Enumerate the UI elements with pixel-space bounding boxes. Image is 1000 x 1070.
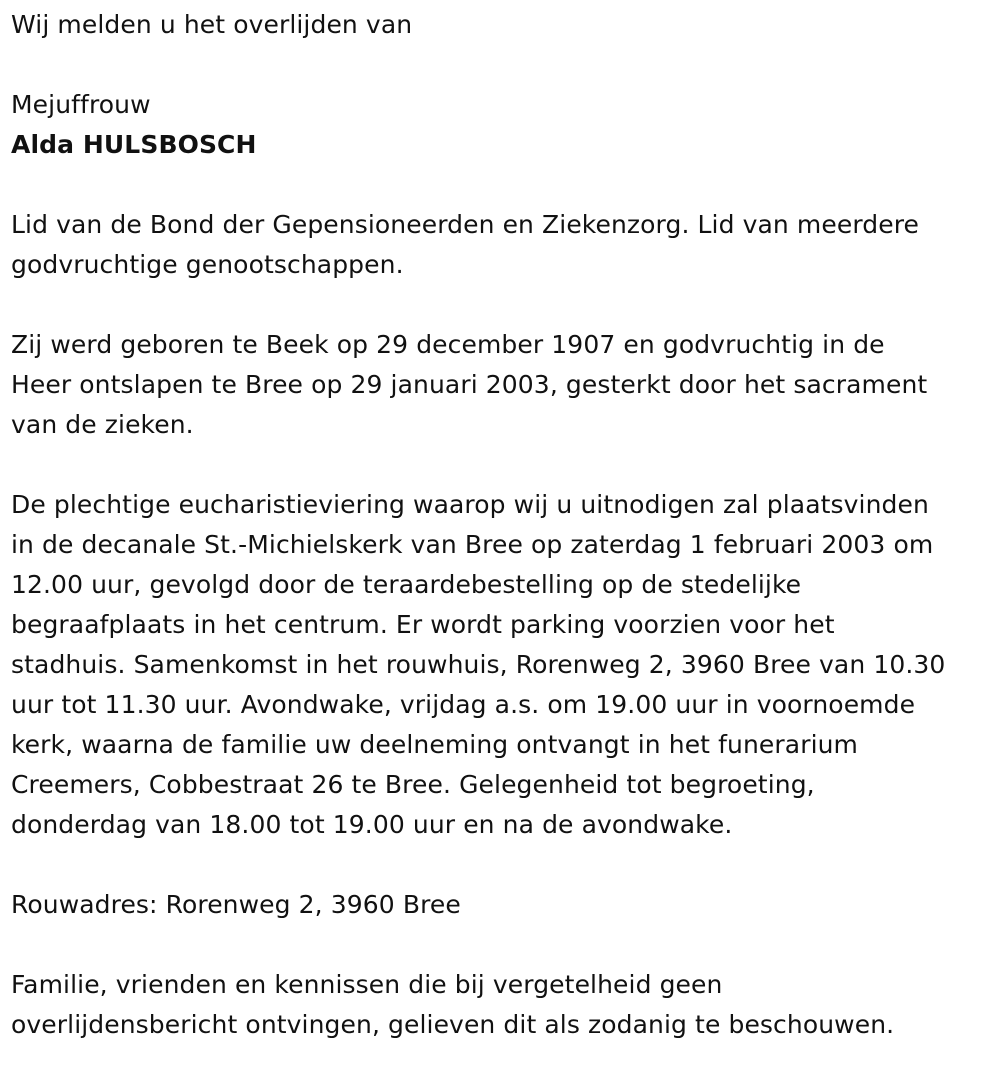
intro-text: Wij melden u het overlijden van (11, 10, 413, 39)
spacer (11, 925, 991, 965)
mourning-address: Rouwadres: Rorenweg 2, 3960 Bree (11, 890, 461, 919)
closing-paragraph (11, 965, 991, 1045)
paragraph-line: Zij werd geboren te Beek op 29 december 1907 en godvruchtig in de (11, 330, 885, 359)
birth-death-paragraph (11, 325, 991, 445)
paragraph-line: begraafplaats in het centrum. Er wordt parking voorzien voor het (11, 610, 835, 639)
membership-paragraph (11, 205, 991, 285)
death-notice-document (11, 5, 991, 1045)
paragraph-line: van de zieken. (11, 410, 194, 439)
paragraph-line: Lid van de Bond der Gepensioneerden en Ziekenzorg. Lid van meerdere (11, 210, 920, 239)
spacer (11, 285, 991, 325)
paragraph-line: overlijdensbericht ontvingen, gelieven dit als zodanig te beschouwen. (11, 1010, 895, 1039)
paragraph-line: in de decanale St.-Michielskerk van Bree op zaterdag 1 februari 2003 om (11, 530, 934, 559)
deceased-name: Alda HULSBOSCH (11, 130, 257, 159)
paragraph-line: 12.00 uur, gevolgd door de teraardebestelling op de stedelijke (11, 570, 802, 599)
paragraph-line: Creemers, Cobbestraat 26 te Bree. Gelegenheid tot begroeting, (11, 770, 815, 799)
spacer (11, 45, 991, 85)
spacer (11, 845, 991, 885)
spacer (11, 445, 991, 485)
paragraph-line: stadhuis. Samenkomst in het rouwhuis, Rorenweg 2, 3960 Bree van 10.30 (11, 650, 946, 679)
paragraph-line: Familie, vrienden en kennissen die bij vergetelheid geen (11, 970, 723, 999)
ceremony-paragraph (11, 485, 991, 845)
honorific-title: Mejuffrouw (11, 90, 151, 119)
paragraph-line: godvruchtige genootschappen. (11, 250, 404, 279)
paragraph-line: De plechtige eucharistieviering waarop wij u uitnodigen zal plaatsvinden (11, 490, 929, 519)
paragraph-line: uur tot 11.30 uur. Avondwake, vrijdag a.s. om 19.00 uur in voornoemde (11, 690, 916, 719)
paragraph-line: kerk, waarna de familie uw deelneming ontvangt in het funerarium (11, 730, 859, 759)
paragraph-line: donderdag van 18.00 tot 19.00 uur en na de avondwake. (11, 810, 733, 839)
paragraph-line: Heer ontslapen te Bree op 29 januari 2003, gesterkt door het sacrament (11, 370, 928, 399)
spacer (11, 165, 991, 205)
